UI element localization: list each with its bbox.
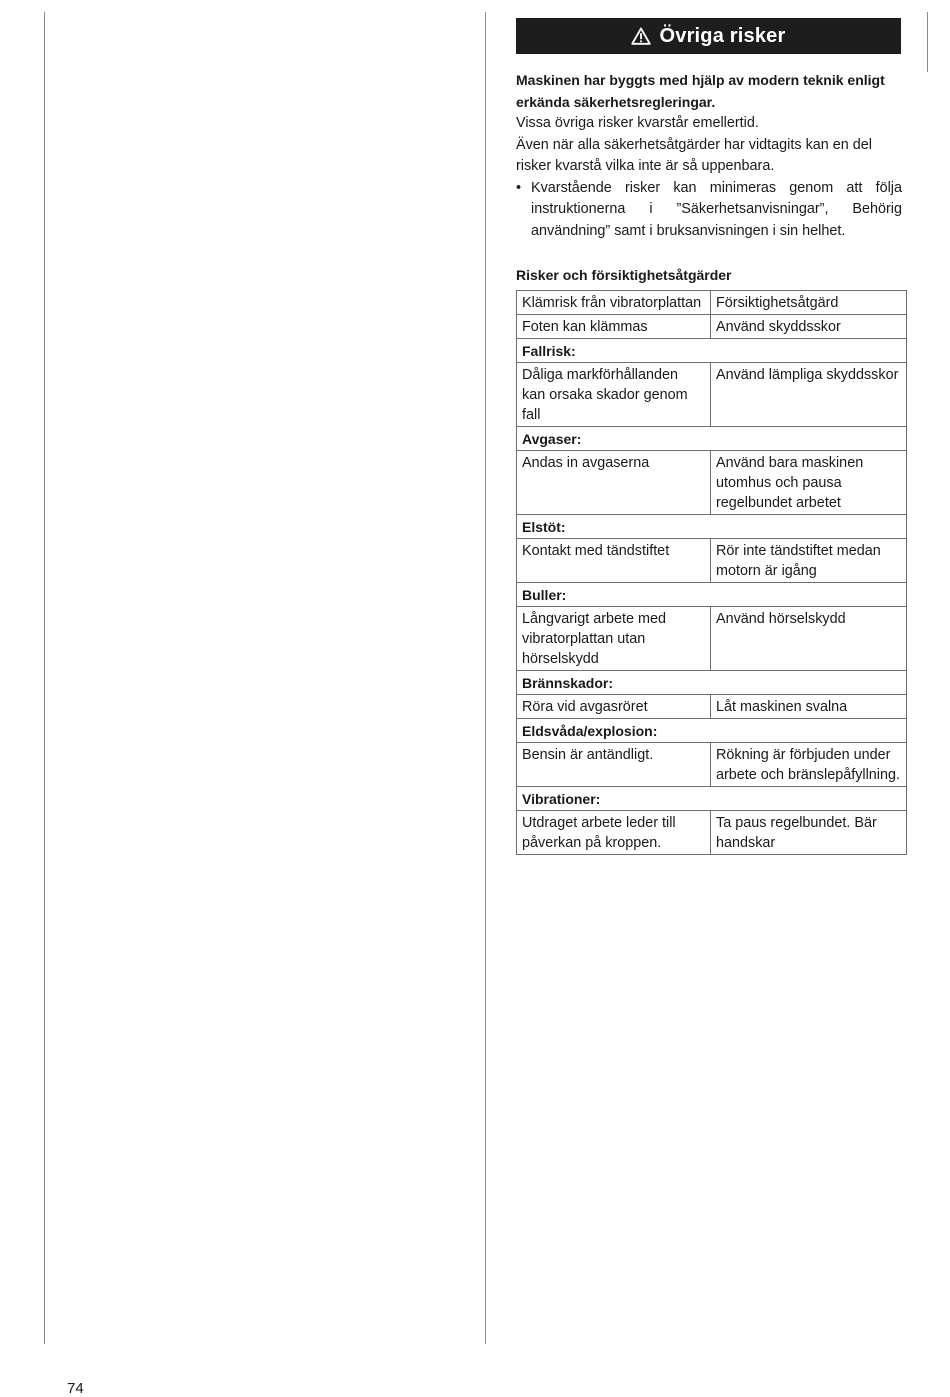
intro-text [516, 70, 902, 242]
left-margin-rule [44, 12, 45, 1344]
category-row [517, 583, 907, 607]
column-divider-rule [485, 12, 486, 1344]
risk-cell: Foten kan klämmas [517, 315, 711, 339]
category-label: Fallrisk: [517, 339, 907, 363]
category-row [517, 427, 907, 451]
risk-cell: Röra vid avgasröret [517, 695, 711, 719]
measure-cell: Använd bara maskinen utomhus och pausa regelbundet arbetet [711, 451, 907, 515]
risk-cell: Klämrisk från vibratorplattan [517, 291, 711, 315]
category-row [517, 719, 907, 743]
table-row [517, 743, 907, 787]
bullet-dot: • [516, 179, 522, 196]
measure-cell: Ta paus regelbundet. Bär handskar [711, 811, 907, 855]
intro-line-1: Vissa övriga risker kvarstår emellertid. [516, 115, 759, 131]
category-label: Elstöt: [517, 515, 907, 539]
measure-cell: Använd hörselskydd [711, 607, 907, 671]
banner-title: Övriga risker [659, 24, 786, 47]
table-row [517, 695, 907, 719]
table-row [517, 291, 907, 315]
bullet-text: Kvarstående risker kan minimeras genom att följa instruktionerna i ”Säkerhetsanvisningar”, Behörig användning” samt i bruksanvisningen i sin helhet. [531, 179, 902, 239]
intro-line-2: Även när alla säkerhetsåtgärder har vidtagits kan en del risker kvarstå vilka inte är så uppenbara. [516, 136, 872, 174]
risk-cell: Andas in avgaserna [517, 451, 711, 515]
category-row [517, 787, 907, 811]
right-margin-rule [927, 12, 928, 72]
risk-table-body [517, 291, 907, 855]
warning-triangle-icon [631, 27, 651, 45]
risk-cell: Långvarigt arbete med vibratorplattan utan hörselskydd [517, 607, 711, 671]
category-row [517, 515, 907, 539]
table-row [517, 363, 907, 427]
category-label: Vibrationer: [517, 787, 907, 811]
measure-cell: Använd skyddsskor [711, 315, 907, 339]
table-row [517, 539, 907, 583]
risk-table [516, 290, 907, 855]
category-row [517, 339, 907, 363]
intro-lead: Maskinen har byggts med hjälp av modern teknik enligt erkända säkerhetsregleringar. [516, 72, 885, 110]
table-row [517, 451, 907, 515]
category-label: Brännskador: [517, 671, 907, 695]
page-number: 74 [67, 1380, 84, 1397]
table-row [517, 607, 907, 671]
category-label: Avgaser: [517, 427, 907, 451]
measure-cell: Använd lämpliga skyddsskor [711, 363, 907, 427]
risk-cell: Kontakt med tändstiftet [517, 539, 711, 583]
table-row [517, 315, 907, 339]
category-label: Buller: [517, 583, 907, 607]
measure-cell: Rökning är förbjuden under arbete och bränslepåfyllning. [711, 743, 907, 787]
category-label: Eldsvåda/explosion: [517, 719, 907, 743]
intro-bullet [516, 178, 902, 243]
measure-cell: Låt maskinen svalna [711, 695, 907, 719]
measure-cell: Rör inte tändstiftet medan motorn är igång [711, 539, 907, 583]
risk-cell: Dåliga markförhållanden kan orsaka skador genom fall [517, 363, 711, 427]
risk-cell: Bensin är antändligt. [517, 743, 711, 787]
measure-cell: Försiktighetsåtgärd [711, 291, 907, 315]
risk-cell: Utdraget arbete leder till påverkan på kroppen. [517, 811, 711, 855]
table-row [517, 811, 907, 855]
section-title: Risker och försiktighetsåtgärder [516, 267, 732, 283]
category-row [517, 671, 907, 695]
section-banner [516, 18, 901, 54]
